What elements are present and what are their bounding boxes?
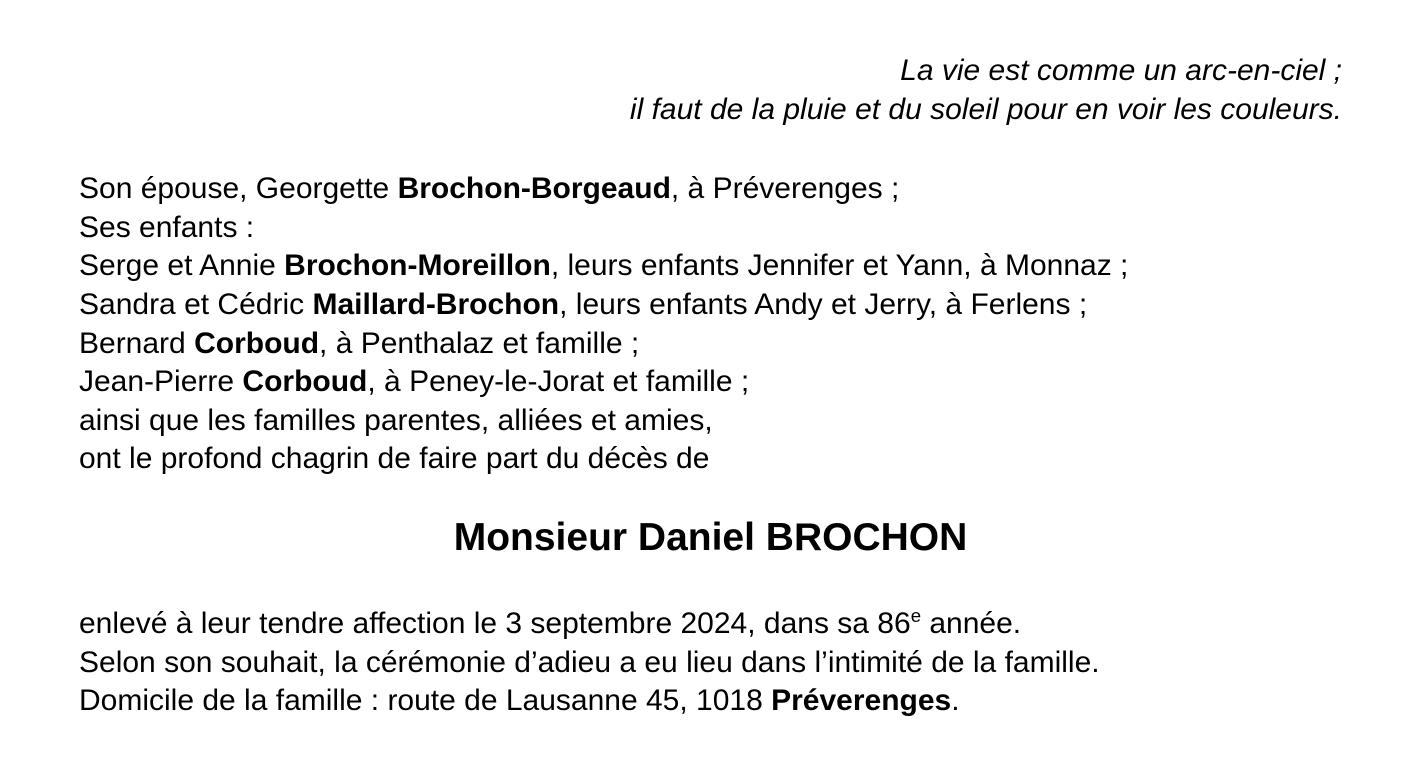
family-line-child-4: Jean-Pierre Corboud, à Peney-le-Jorat et famille ; [79,365,750,399]
family-line-child-1: Serge et Annie Brochon-Moreillon, leurs enfants Jennifer et Yann, à Monnaz ; [79,249,1129,283]
closing-line-ceremony: Selon son souhait, la cérémonie d’adieu a eu lieu dans l’intimité de la famille. [79,645,1100,679]
epigraph-line-2: il faut de la pluie et du soleil pour en voir les couleurs. [629,92,1342,126]
family-line-child-2: Sandra et Cédric Maillard-Brochon, leurs enfants Andy et Jerry, à Ferlens ; [79,287,1088,321]
closing-line-death-date: enlevé à leur tendre affection le 3 septembre 2024, dans sa 86e année. [79,604,1022,640]
family-line-child-3: Bernard Corboud, à Penthalaz et famille ; [79,326,640,360]
family-announcement-block [79,170,1342,479]
closing-line-address: Domicile de la famille : route de Lausanne 45, 1018 Préverenges. [79,684,960,718]
closing-block [79,605,1342,721]
epigraph-line-1: La vie est comme un arc-en-ciel ; [900,54,1342,87]
epigraph [79,52,1342,129]
deceased-name: Monsieur Daniel BROCHON [453,515,968,559]
family-line-announcement: ont le profond chagrin de faire part du décès de [79,442,710,476]
family-line-spouse: Son épouse, Georgette Brochon-Borgeaud, à Préverenges ; [79,172,900,206]
family-line-children-heading: Ses enfants : [79,210,255,244]
family-line-relatives: ainsi que les familles parentes, alliées et amies, [79,403,713,437]
